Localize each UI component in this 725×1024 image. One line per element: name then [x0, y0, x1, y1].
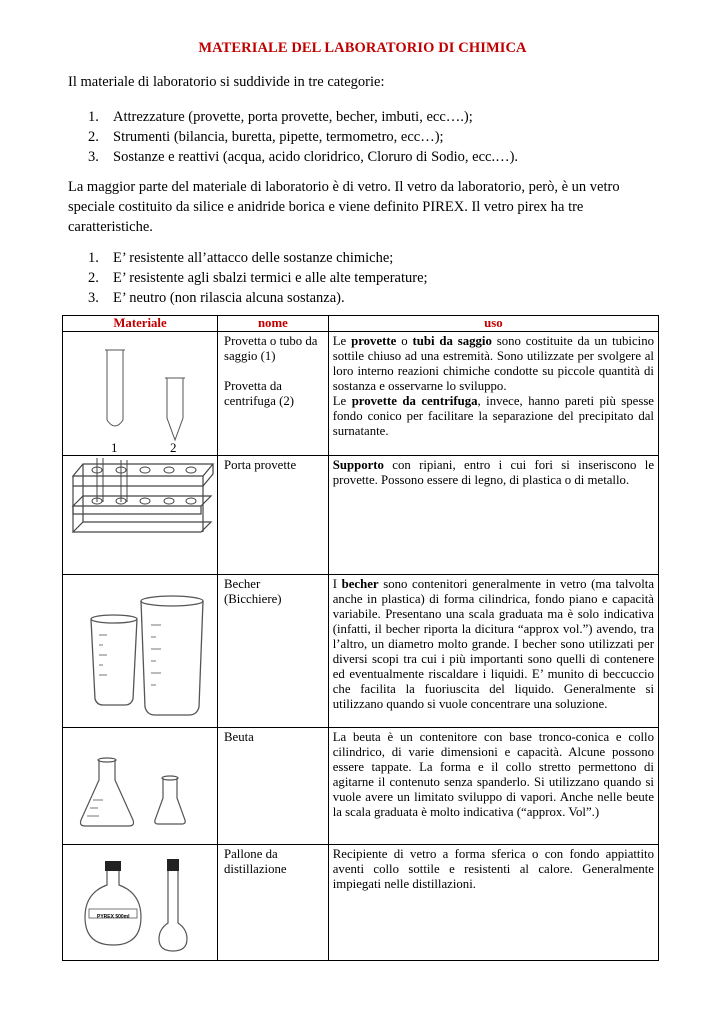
properties-list: [68, 248, 668, 308]
erlenmeyer-flask-figure: [63, 728, 218, 845]
name-cell: Provetta o tubo da saggio (1) Provetta da centrifuga (2): [218, 332, 329, 456]
table-row: [63, 575, 659, 728]
beaker-illustration: [63, 575, 217, 727]
table-header-row: [63, 316, 659, 332]
erlenmeyer-flask-illustration: [63, 728, 217, 844]
name-cell: Pallone da distillazione: [218, 845, 329, 961]
header-use: uso: [328, 316, 658, 332]
list-item: 1. Attrezzature (provette, porta provette, becher, imbuti, ecc….);: [88, 109, 473, 125]
figure-label-2: 2: [170, 440, 177, 455]
name-cell: Becher (Bicchiere): [218, 575, 329, 728]
table-row: [63, 728, 659, 845]
name-cell: Beuta: [218, 728, 329, 845]
glass-paragraph: La maggior parte del materiale di laboratorio è di vetro. Il vetro da laboratorio, però, è un vetro speciale costituito da silice e anidride borica e viene definito PIREX. Il vetro pirex ha tre caratteristiche.: [68, 179, 620, 235]
round-bottom-flask-illustration: [63, 845, 217, 960]
table-row: [63, 456, 659, 575]
categories-list: [68, 107, 668, 167]
use-cell: Le provette o tubi da saggio sono costituite da un tubicino sottile chiuso ad una estremità. Sono utilizzate per svolgere al loro interno reazioni chimiche condotte su piccole quantità di sostanza e osservarne lo sviluppo. Le provette da centrifuga, invece, hanno pareti più spesse fondo conico per facilitare la separazione del precipitato dal surnatante.: [328, 332, 658, 456]
list-item: 2. Strumenti (bilancia, buretta, pipette, termometro, ecc…);: [88, 129, 444, 145]
page-title: MATERIALE DEL LABORATORIO DI CHIMICA: [198, 40, 527, 56]
intro-text: Il materiale di laboratorio si suddivide in tre categorie:: [68, 74, 385, 90]
test-tube-illustration: [63, 332, 217, 455]
use-cell: I becher sono contenitori generalmente in vetro (ma talvolta anche in plastica) di forma cilindrica, fondo piano e capacità variabile. Presentano una scala graduata ma è solo indicativa (infatti, il becher riporta la dicitura “approx vol.”) avendo, tra l’altro, un diametro molto grande. I becher sono utilizzati per diversi scopi tra cui i più importanti sono quelli di contenere ed eventualmente riscaldare i liquidi. E’ munito di beccuccio che facilita la fuoriuscita del liquido. Generalmente si utilizzano quando si vuole concentrare una soluzione.: [328, 575, 658, 728]
beaker-figure: [63, 575, 218, 728]
use-cell: Supporto con ripiani, entro i cui fori si inseriscono le provette. Possono essere di legno, di plastica o di metallo.: [328, 456, 658, 575]
list-item: 3. E’ neutro (non rilascia alcuna sostanza).: [88, 290, 345, 306]
use-cell: La beuta è un contenitore con base tronco-conica e collo cilindrico, di varie dimensioni e capacità. Alcune possono essere tappate. La forma e il collo stretto permettono di agitarne il contenuto senza spanderlo. Si utilizzano quando si vuole avere un limitato sviluppo di vapori. Anche nelle beute la scala graduata è molto indicativa (“approx. Vol”.): [328, 728, 658, 845]
list-item: 2. E’ resistente agli sbalzi termici e alle alte temperature;: [88, 270, 428, 286]
list-item: 3. Sostanze e reattivi (acqua, acido cloridrico, Cloruro di Sodio, ecc.…).: [88, 149, 519, 165]
test-tube-rack-illustration: [63, 456, 217, 574]
name-cell: Porta provette: [218, 456, 329, 575]
materials-table: [62, 315, 659, 961]
table-row: [63, 845, 659, 961]
use-cell: Recipiente di vetro a forma sferica o con fondo appiattito aventi collo sottile e resistenti al calore. Generalmente impiegati nelle distillazioni.: [328, 845, 658, 961]
test-tube-figure: [63, 332, 218, 456]
list-item: 1. E’ resistente all’attacco delle sostanze chimiche;: [88, 250, 394, 266]
table-row: [63, 332, 659, 456]
test-tube-rack-figure: [63, 456, 218, 575]
header-material: Materiale: [63, 316, 218, 332]
figure-label-1: 1: [111, 440, 118, 455]
flask-label: PYREX 500ml: [97, 914, 130, 920]
round-bottom-flask-figure: [63, 845, 218, 961]
header-name: nome: [218, 316, 329, 332]
